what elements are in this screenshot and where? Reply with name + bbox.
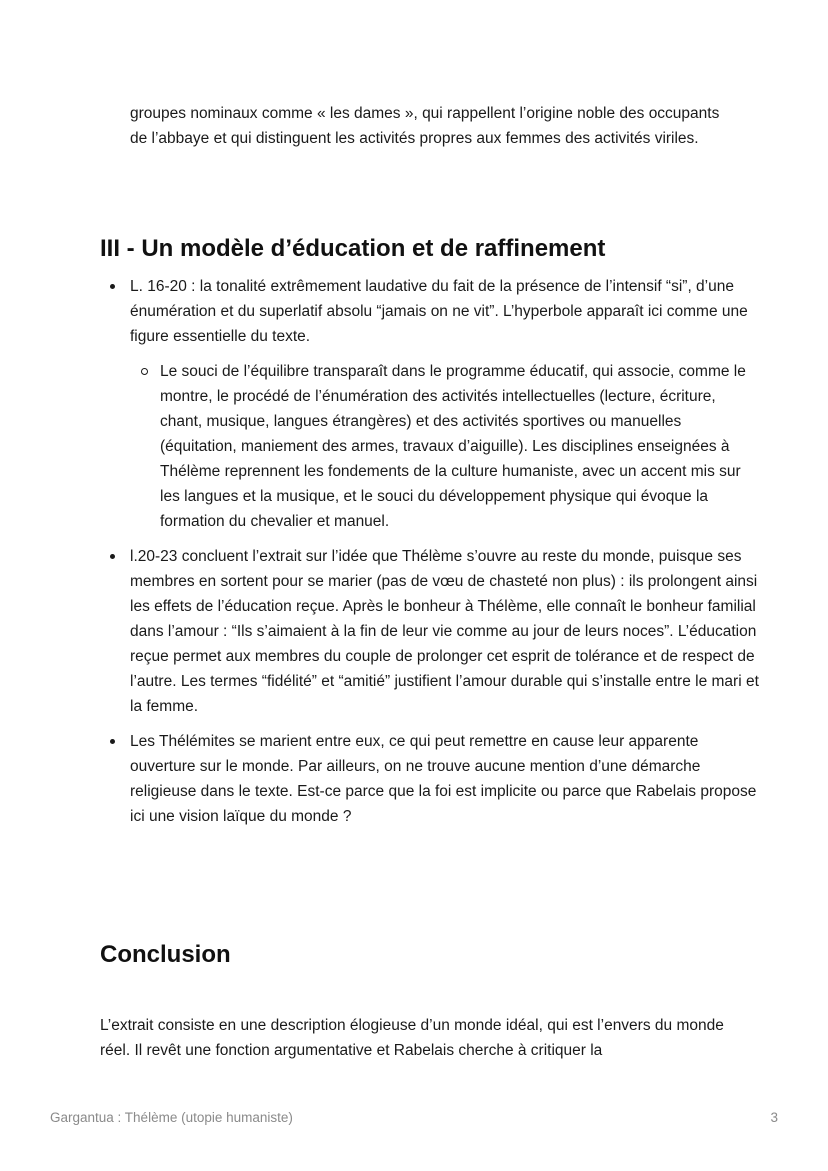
list-item [130, 274, 760, 534]
footer-page-number: 3 [770, 1110, 778, 1125]
section-bullet-list [100, 274, 760, 839]
nested-bullet-list [130, 359, 760, 534]
conclusion-heading: Conclusion [100, 941, 231, 968]
intro-paragraph: groupes nominaux comme « les dames », qui rappellent l’origine noble des occupants de l’abbaye et qui distinguent les activités propres aux femmes des activités viriles. [130, 105, 720, 147]
list-item [130, 544, 760, 719]
list-item-text: Les Thélémites se marient entre eux, ce qui peut remettre en cause leur apparente ouverture sur le monde. Par ailleurs, on ne trouve aucune mention d’une démarche religieuse dans le texte. Est-ce parce que la foi est implicite ou parce que Rabelais propose ici une vision laïque du monde ? [130, 733, 757, 825]
list-item [130, 729, 760, 829]
list-item-text: l.20-23 concluent l’extrait sur l’idée que Thélème s’ouvre au reste du monde, puisque ses membres en sortent pour se marier (pas de vœu de chasteté non plus) : ils prolongent ainsi les effets de l’éducation reçue. Après le bonheur à Thélème, elle connaît le bonheur familial dans l’amour : “Ils s’aimaient à la fin de leur vie comme au jour de leurs noces”. L’éducation reçue permet aux membres du couple de prolonger cet esprit de tolérance et de respect de l’autre. Les termes “fidélité” et “amitié” justifient l’amour durable qui s’installe entre le mari et la femme. [130, 548, 759, 715]
list-item-text: L. 16-20 : la tonalité extrêmement laudative du fait de la présence de l’intensif “si”, d’une énumération et du superlatif absolu “jamais on ne vit”. L’hyperbole apparaît ici comme une figure essentielle du texte. [130, 278, 748, 345]
conclusion-paragraph: L’extrait consiste en une description élogieuse d’un monde idéal, qui est l’envers du monde réel. Il revêt une fonction argumentative et Rabelais cherche à critiquer la [100, 1017, 724, 1059]
footer-document-title: Gargantua : Thélème (utopie humaniste) [50, 1110, 293, 1125]
nested-list-item: Le souci de l’équilibre transparaît dans le programme éducatif, qui associe, comme le montre, le procédé de l’énumération des activités intellectuelles (lecture, écriture, chant, musique, langues étrangères) et des activités sportives ou manuelles (équitation, maniement des armes, travaux d’aiguille). Les disciplines enseignées à Thélème reprennent les fondements de la culture humaniste, avec un accent mis sur les langues et la musique, et le souci du développement physique qui évoque la formation du chevalier et manuel. [160, 359, 760, 534]
section-heading: III - Un modèle d’éducation et de raffinement [100, 235, 606, 262]
